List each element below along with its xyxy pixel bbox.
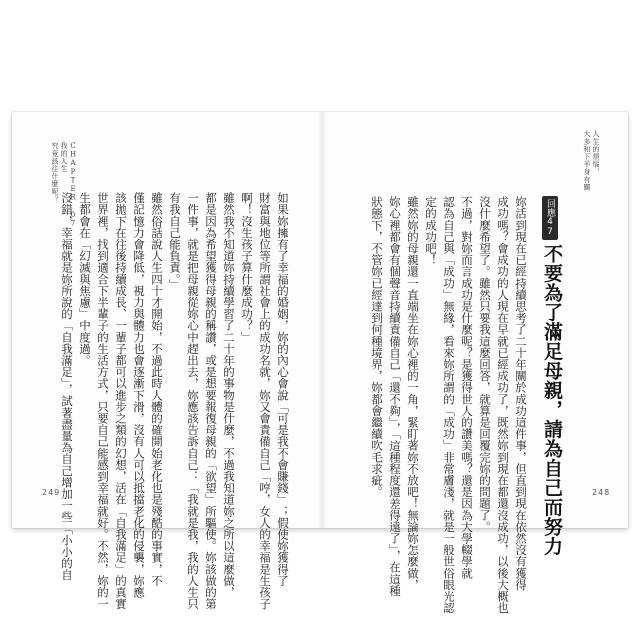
response-badge: 回應47 <box>542 196 558 240</box>
text-column: 雖然我不知道妳持續學習了二十年的事物是什麼，不過我知道妳之所以這麼做， <box>222 192 236 598</box>
text-column: 僅記憶力會降低，視力與體力也會逐漸下滑，沒有人可以抵擋老化的侵襲，妳應 <box>132 192 146 598</box>
text-column: 啊！沒生孩子算什麼成功？」 <box>240 192 254 343</box>
text-column: 雖然俗話說人生四十才開始，不過此時人體的確開始老化也是殘酷的事實，不 <box>150 192 164 587</box>
text-column: 財富與地位等所謂社會上的成功名就，妳又會責備自己「哼，女人的幸福是生孩子 <box>258 192 272 610</box>
text-column: 生都會在「幻滅與焦慮」中度過。 <box>78 192 92 366</box>
book-spread <box>12 112 628 614</box>
running-head-left-line: 我的人生 <box>60 142 68 173</box>
text-column: 雖然妳的母親還一直端坐在妳心裡的一角，緊盯著妳不放吧！無論妳怎麼做， <box>406 196 420 591</box>
text-column: 沒什麼希望了。雖然只要我這麼回答，就算是回覆完妳的問題了。 <box>478 196 492 533</box>
text-column: 世界裡，找到適合下半輩子的生活方式，只要自己能感到幸福就好。不然，妳的一 <box>96 192 110 610</box>
page-number-right: 248 <box>592 488 611 497</box>
text-column: 不過，對妳而言成功是什麼呢？是獲得世人的讚美嗎？還是因為大學輟學就 <box>460 196 474 579</box>
text-column: 有我自己能負責。」 <box>168 192 182 291</box>
text-column: 定的成功吧！ <box>424 196 438 266</box>
text-column: 該拋下在往後持續成長、一輩子都可以進步之類的幻想，活在「自我滿足」的真實 <box>114 192 128 610</box>
text-column: 一件事，就是把母親從妳心中趕出去，妳應該告訴自己：「我就是我，我的人生只 <box>186 192 200 610</box>
text-column: 妳活到現在已經持續思考了二十年關於成功這件事，但直到現在依然沒有獲得 <box>514 196 528 591</box>
text-column: 如果妳擁有了幸福的婚姻，妳的內心會說「可是我不會賺錢」；假使妳獲得了 <box>276 192 290 587</box>
text-column: 成功嗎？會成功的人現在早就已經成功了，既然妳到現在都還沒成功，以後大概也 <box>496 196 510 614</box>
running-head-right-line: 大多和下半身有關 <box>583 130 591 191</box>
text-column: 妳心裡都會有個聲音持續責備自己「還不夠」，「這種程度還差得遠了」，在這種 <box>388 196 402 597</box>
text-column: 都是因為希望獲得母親的稱讚，或是想要報復母親的「欲望」所驅使。妳該做的第 <box>204 192 218 610</box>
running-head-left-line: CHAPTER 07 <box>69 142 77 228</box>
page-gutter <box>318 112 326 528</box>
page-number-left: 249 <box>42 488 61 497</box>
chapter-title: 不要為了滿足母親，請為自己而努力 <box>541 244 563 556</box>
text-column: 狀態下，不管妳已經達到何種境界，妳都會繼續吹毛求疵。 <box>370 196 384 498</box>
running-head-right <box>582 130 600 191</box>
running-head-right-line: 人生的煩惱， <box>592 130 600 176</box>
text-column: 認為自己與「成功」無緣，看來妳所謂的「成功」非常膚淺，就是一般世俗眼光認 <box>442 196 456 614</box>
running-head-left-line: 究竟該往什麼呢？ <box>51 142 59 203</box>
text-column: 沒錯，幸福就是妳所說的「自我滿足」，試著盡量為自己增加一些「小小的自 <box>60 192 74 581</box>
